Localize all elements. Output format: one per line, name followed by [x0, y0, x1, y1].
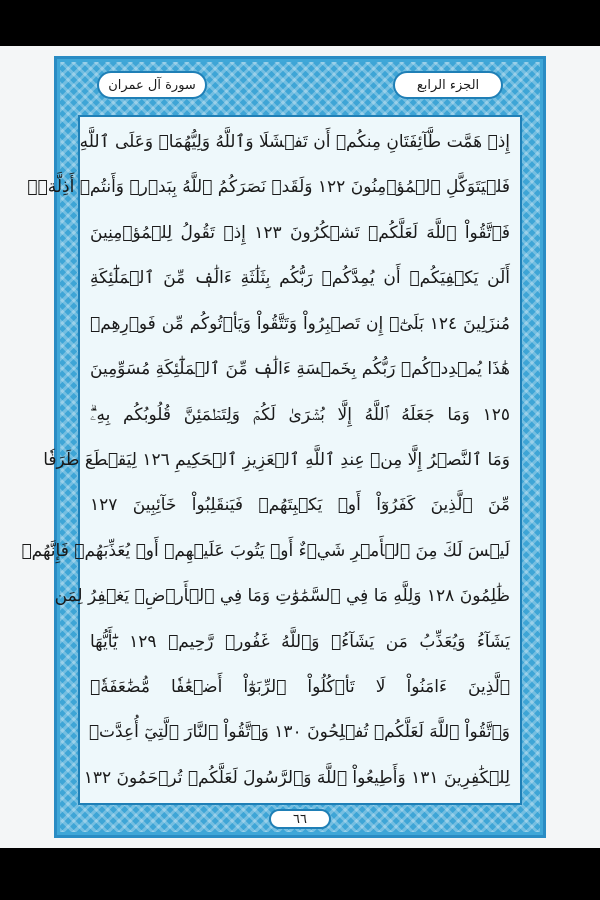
verse-line: ٱلَّذِينَ ءَامَنُواْ لَا تَأۡكُلُواْ ٱلرِّبَوٰٓاْ أَضۡعَٰفٗا مُّضَٰعَفَةٗۖ: [90, 677, 510, 698]
verses-block: [21, 123, 510, 797]
juz-label: الجزء الرابع: [393, 71, 503, 99]
verse-line: وَمَا ٱلنَّصۡرُ إِلَّا مِنۡ عِندِ ٱللَّهِ ٱلۡعَزِيزِ ٱلۡحَكِيمِ ١٢٦ لِيَقۡطَعَ طَرَفٗا: [43, 449, 510, 470]
mushaf-page: [0, 46, 600, 848]
ornamental-frame: [21, 56, 546, 838]
verse-line: يَشَآءُ وَيُعَذِّبُ مَن يَشَآءُۚ وَٱللَّهُ غَفُورٞ رَّحِيمٞ ١٢٩ يَٰٓأَيُّهَا: [90, 631, 510, 652]
page-number: ٦٦: [269, 809, 331, 829]
verse-line: لِلۡكَٰفِرِينَ ١٣١ وَأَطِيعُواْ ٱللَّهَ وَٱلرَّسُولَ لَعَلَّكُمۡ تُرۡحَمُونَ ١٣٢: [83, 767, 510, 788]
surah-label: سورة آل عمران: [97, 71, 207, 99]
verse-line: مِّنَ ٱلَّذِينَ كَفَرُوٓاْ أَوۡ يَكۡبِتَهُمۡ فَيَنقَلِبُواْ خَآئِبِينَ ١٢٧: [90, 495, 510, 516]
verse-line: أَلَن يَكۡفِيَكُمۡ أَن يُمِدَّكُمۡ رَبُّكُم بِثَلَٰثَةِ ءَالَٰفٖ مِّنَ ٱلۡمَلَٰٓئِكَةِ: [90, 268, 510, 289]
verse-line: فَٱتَّقُواْ ٱللَّهَ لَعَلَّكُمۡ تَشۡكُرُونَ ١٢٣ إِذۡ تَقُولُ لِلۡمُؤۡمِنِينَ: [90, 222, 510, 243]
verse-line: إِذۡ هَمَّت طَّآئِفَتَانِ مِنكُمۡ أَن تَفۡشَلَا وَٱللَّهُ وَلِيُّهُمَاۗ وَعَلَى ٱللَّهِ: [79, 132, 510, 152]
verse-line: هَٰذَا يُمۡدِدۡكُمۡ رَبُّكُم بِخَمۡسَةِ ءَالَٰفٖ مِّنَ ٱلۡمَلَٰٓئِكَةِ مُسَوِّمِينَ: [90, 359, 510, 380]
verse-line: وَٱتَّقُواْ ٱللَّهَ لَعَلَّكُمۡ تُفۡلِحُونَ ١٣٠ وَٱتَّقُواْ ٱلنَّارَ ٱلَّتِيٓ أُعِدَّتۡ: [88, 722, 510, 743]
text-panel: [21, 115, 522, 805]
verse-line: ظَٰلِمُونَ ١٢٨ وَلِلَّهِ مَا فِي ٱلسَّمَٰوَٰتِ وَمَا فِي ٱلۡأَرۡضِۚ يَغۡفِرُ لِمَن: [54, 586, 510, 607]
verse-line: لَيۡسَ لَكَ مِنَ ٱلۡأَمۡرِ شَيۡءٌ أَوۡ يَتُوبَ عَلَيۡهِمۡ أَوۡ يُعَذِّبَهُمۡ فَإِنَّهُمۡ: [21, 540, 510, 561]
verse-line: ١٢٥ وَمَا جَعَلَهُ ٱللَّهُ إِلَّا بُشۡرَىٰ لَكُمۡ وَلِتَطۡمَئِنَّ قُلُوبُكُم بِهِۦۗ: [90, 404, 510, 425]
verse-line: فَلۡيَتَوَكَّلِ ٱلۡمُؤۡمِنُونَ ١٢٢ وَلَقَدۡ نَصَرَكُمُ ٱللَّهُ بِبَدۡرٖ وَأَنتُمۡ أَذِلَّةٞۖ: [27, 177, 510, 198]
verse-line: مُنزَلِينَ ١٢٤ بَلَىٰٓۚ إِن تَصۡبِرُواْ وَتَتَّقُواْ وَيَأۡتُوكُم مِّن فَوۡرِهِمۡ: [90, 313, 510, 334]
